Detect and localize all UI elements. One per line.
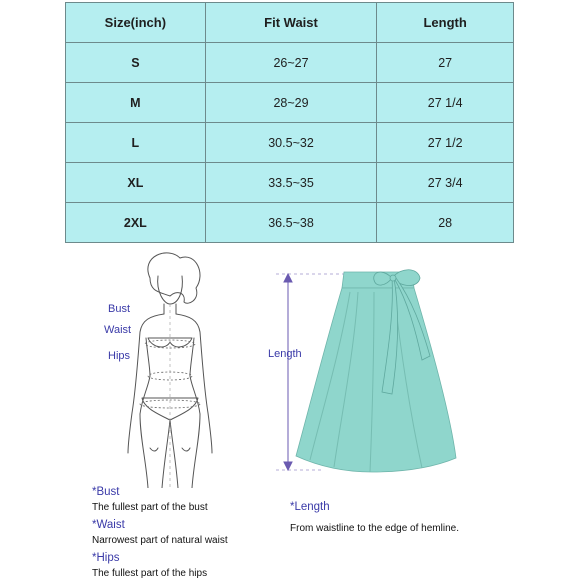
legend-length-desc: From waistline to the edge of hemline. (290, 522, 459, 534)
length-label: Length (268, 348, 302, 360)
body-figure-illustration (0, 248, 260, 488)
waist-cell: 36.5~38 (205, 203, 377, 243)
legend-bust (92, 487, 208, 513)
legend-waist-term: *Waist (92, 519, 125, 531)
waist-label: Waist (104, 324, 132, 336)
legend-hips-term: *Hips (92, 552, 120, 564)
legend-waist-desc: Narrowest part of natural waist (92, 534, 228, 546)
skirt-illustration (262, 262, 462, 482)
legend-bust-desc: The fullest part of the bust (92, 501, 208, 513)
legend-hips (92, 553, 207, 579)
length-cell: 28 (377, 203, 514, 243)
length-cell: 27 1/2 (377, 123, 514, 163)
table-row (66, 43, 514, 83)
table-row (66, 123, 514, 163)
legend-bust-term: *Bust (92, 486, 120, 498)
waist-cell: 28~29 (205, 83, 377, 123)
table-row (66, 163, 514, 203)
waist-cell: 26~27 (205, 43, 377, 83)
length-cell: 27 1/4 (377, 83, 514, 123)
header-length: Length (377, 3, 514, 43)
hips-label: Hips (108, 350, 131, 362)
length-cell: 27 3/4 (377, 163, 514, 203)
size-cell: XL (66, 163, 206, 203)
waist-cell: 30.5~32 (205, 123, 377, 163)
table-row (66, 83, 514, 123)
table-header-row (66, 3, 514, 43)
size-cell: L (66, 123, 206, 163)
header-fit-waist: Fit Waist (205, 3, 377, 43)
size-cell: 2XL (66, 203, 206, 243)
table-row (66, 203, 514, 243)
size-chart-table (65, 2, 514, 243)
waist-cell: 33.5~35 (205, 163, 377, 203)
header-size: Size(inch) (66, 3, 206, 43)
length-cell: 27 (377, 43, 514, 83)
legend-length (290, 502, 459, 534)
legend-hips-desc: The fullest part of the hips (92, 567, 208, 579)
legend-waist (92, 520, 228, 546)
size-cell: M (66, 83, 206, 123)
legend-length-term: *Length (290, 501, 330, 513)
size-cell: S (66, 43, 206, 83)
bust-label: Bust (108, 303, 131, 315)
